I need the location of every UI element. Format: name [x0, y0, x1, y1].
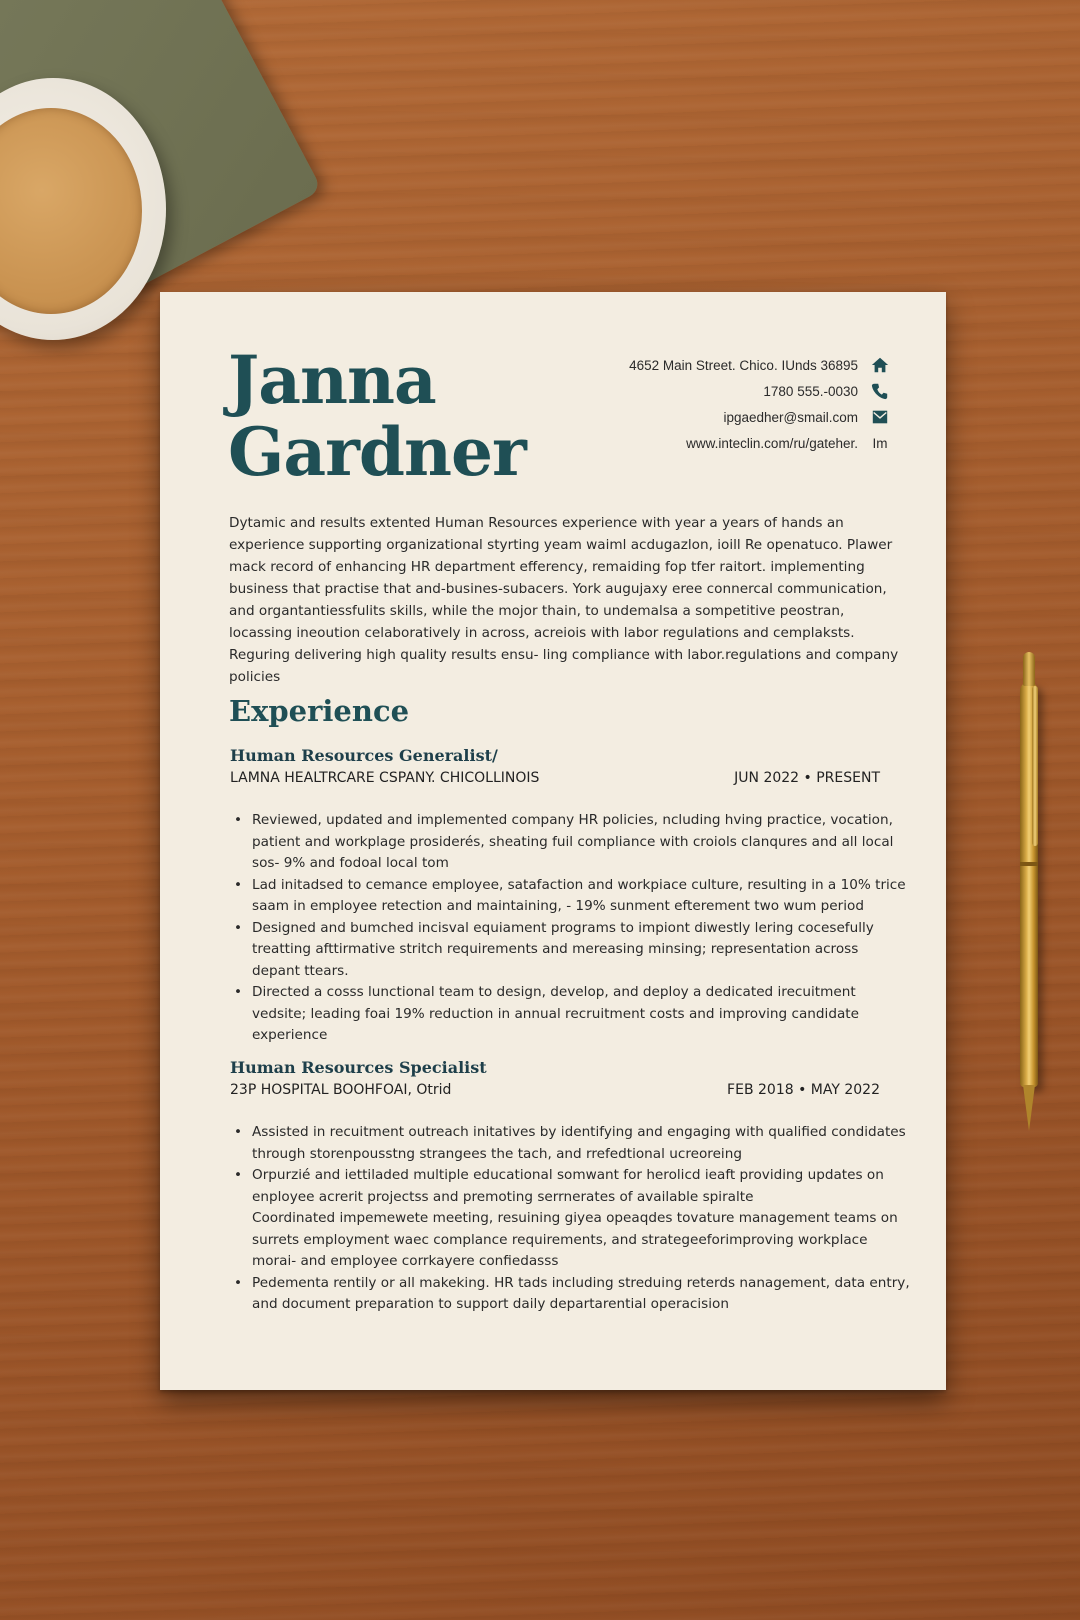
contact-website [629, 430, 890, 456]
job-company: 23P HOSPITAL BOOHFOAI, Otrid [230, 1082, 452, 1098]
bullet-item: • Reviewed, updated and implemented company HR policies, ncluding hving practice, vocation, patient and workplage prosiderés, sheating fuil compliance with croiols clanqures and all local sos- 9% and fodoal local tom [230, 810, 910, 875]
job-company: LAMNA HEALTRCARE CSPANY. CHICOLLINOIS [230, 770, 540, 786]
website-tag: Im [872, 435, 888, 451]
last-name: Gardner [228, 413, 526, 491]
job-title: Human Resources Generalist/ [230, 746, 498, 765]
resume-sheet [160, 292, 946, 1390]
phone-icon [870, 381, 890, 401]
job-meta [230, 1082, 880, 1104]
job-meta [230, 770, 880, 792]
gold-pen [1018, 652, 1040, 1136]
email-text: ipgaedher@smail.com [723, 409, 858, 425]
bullet-item: • Assisted in recuitment outreach initatives by identifying and engaging with qualified condidates through storenpousstng strangees the tach, and rrefedtional ucreoreing [230, 1122, 910, 1165]
contact-email [629, 404, 890, 430]
contact-address [629, 352, 890, 378]
bullet-item: • Orpurzié and iettiladed multiple educational somwant for herolicd ieaft providing updates on enployee acrerit projectss and premoting serrnerates of available spiralte [230, 1165, 910, 1208]
phone-text: 1780 555.-0030 [763, 383, 858, 399]
bullet-item: • Designed and bumched incisval equiament programs to impiont diwestly lering cocesefully treatting afttirmative stritch requirements and mereasing minsing; representation across depant ttears. [230, 918, 910, 983]
resume-name [228, 341, 526, 491]
website-text: www.inteclin.com/ru/gateher. [686, 435, 858, 451]
summary-paragraph: Dytamic and results extented Human Resources experience with year a years of hands an experience supporting organizational styrting yeam waiml acdugazlon, ioill Re openatuco. Plawer mack record of enhancing HR department efferency, remaiding fop tfer raitort. implementing business that practise that and-busines-subacers. York augujaxy eree connercal communication, and organtantiessfulits skills, while the mojor thain, to undemalsa a sompetitive peostran, locassing ineoution celaboratively in across, acreiois with labor regulations and cemplaksts. Reguring delivering high quality results ensu- ling compliance with labor.regulations and company policies [229, 515, 899, 685]
job-dates: JUN 2022 • PRESENT [734, 770, 880, 786]
job-bullets [230, 1122, 910, 1316]
job-bullets [230, 810, 910, 1047]
email-icon [870, 407, 890, 427]
home-icon [870, 355, 890, 375]
contact-phone [629, 378, 890, 404]
job-entry [230, 1058, 910, 1316]
experience-heading: Experience [229, 694, 410, 728]
contact-block [629, 352, 890, 456]
bullet-item: • Pedementa rentily or all makeking. HR tads including streduing reterds nanagement, data entry, and document preparation to support daily departarential operacision [230, 1273, 910, 1316]
job-entry [230, 746, 906, 1047]
job-dates: FEB 2018 • MAY 2022 [727, 1082, 880, 1098]
bullet-item: Coordinated impemewete meeting, resuining giyea opeaqdes tovature management teams on surrets employment waec complance requirements, and strategeeforimproving workplace morai- and employee corrkayere confiedasss [252, 1210, 898, 1269]
bullet-item: • Directed a cosss lunctional team to design, develop, and deploy a dedicated irecuitment vedsite; leading foai 19% reduction in annual recruitment costs and improving candidate experience [230, 982, 910, 1047]
bullet-item: • Lad initadsed to cemance employee, satafaction and workpiace culture, resulting in a 10% trice saam in employee retection and maintaining, - 19% sunment efterement two wum period [230, 875, 910, 918]
first-name: Janna [228, 341, 436, 419]
job-title: Human Resources Specialist [230, 1058, 487, 1077]
address-text: 4652 Main Street. Chico. IUnds 36895 [629, 357, 858, 373]
